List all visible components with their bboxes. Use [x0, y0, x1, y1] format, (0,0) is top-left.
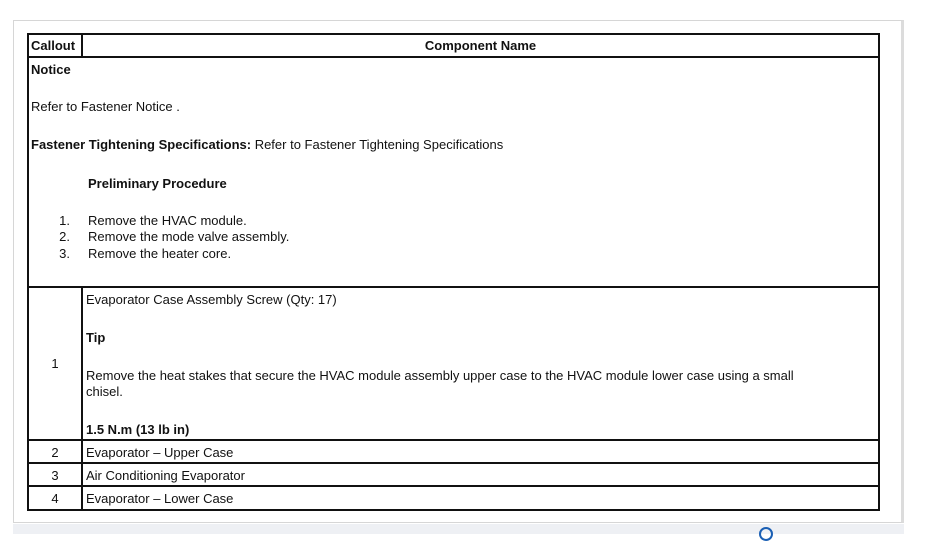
- table-row-callout: 4: [51, 491, 59, 506]
- help-circle-icon[interactable]: [759, 527, 773, 541]
- fastener-spec: [31, 137, 503, 152]
- step-number: 1.: [59, 213, 70, 228]
- table-border-line: [81, 286, 83, 510]
- torque-spec: 1.5 N.m (13 lb in): [86, 422, 190, 437]
- step-number: 3.: [59, 246, 70, 261]
- step-text: Remove the heater core.: [88, 246, 232, 261]
- header-callout: Callout: [31, 38, 76, 53]
- notice-title: Notice: [31, 62, 71, 77]
- tip-text: Remove the heat stakes that secure the HVAC module assembly upper case to the HVAC module lower case using a small: [86, 368, 794, 383]
- fastener-spec-link[interactable]: Refer to Fastener Tightening Specifications: [251, 137, 504, 152]
- procedure-title: Preliminary Procedure: [88, 176, 227, 191]
- table-row-callout: 2: [51, 445, 59, 460]
- tip-text-cont: chisel.: [86, 384, 123, 399]
- table-border-line: [27, 56, 880, 58]
- step-text: Remove the mode valve assembly.: [88, 229, 290, 244]
- table-border-line: [27, 33, 880, 35]
- table-row-name: Air Conditioning Evaporator: [86, 468, 245, 483]
- notice-refer-link[interactable]: Refer to Fastener Notice .: [31, 99, 180, 114]
- step-text: Remove the HVAC module.: [88, 213, 247, 228]
- table-border-line: [27, 509, 880, 511]
- header-component-name: Component Name: [424, 38, 537, 53]
- table-border-line: [27, 286, 880, 288]
- table-border-line: [27, 462, 880, 464]
- fastener-spec-label: Fastener Tightening Specifications:: [31, 137, 252, 152]
- step-number: 2.: [59, 229, 70, 244]
- table-row-callout: 1: [51, 356, 59, 371]
- table-border-line: [27, 439, 880, 441]
- table-row-name: Evaporator – Upper Case: [86, 445, 234, 460]
- tip-title: Tip: [86, 330, 106, 345]
- table-border-line: [27, 485, 880, 487]
- table-row-name: Evaporator Case Assembly Screw (Qty: 17): [86, 292, 337, 307]
- table-row-name: Evaporator – Lower Case: [86, 491, 234, 506]
- table-row-callout: 3: [51, 468, 59, 483]
